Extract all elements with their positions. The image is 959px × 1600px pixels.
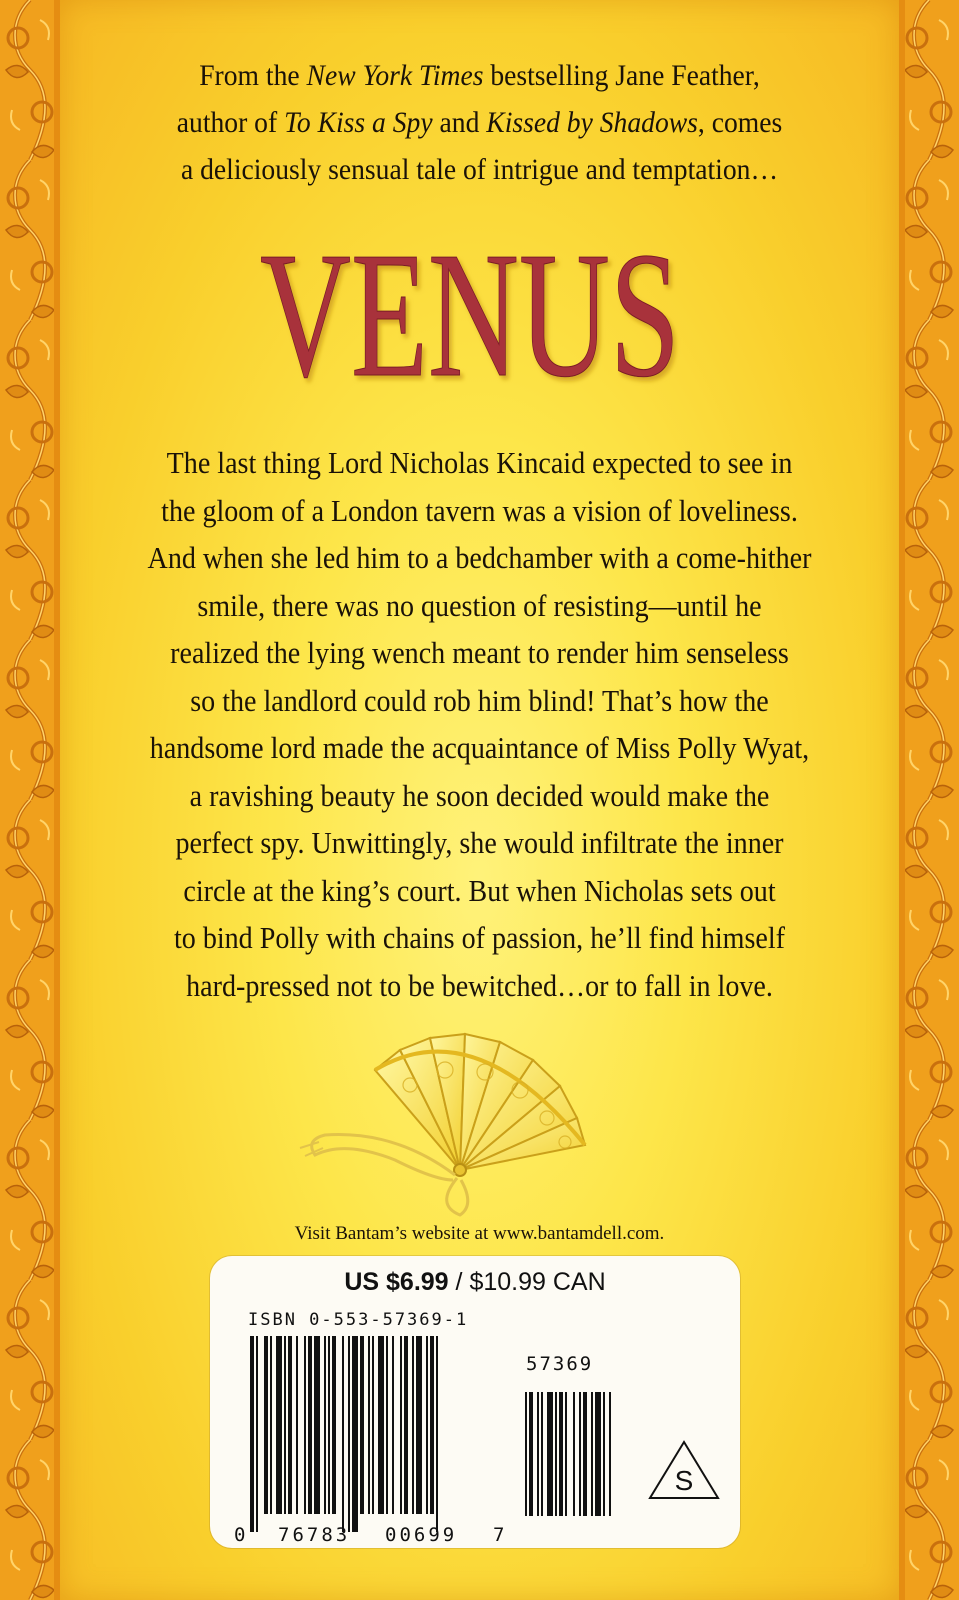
intro-line-3: a deliciously sensual tale of intrigue and temptation… bbox=[180, 153, 779, 186]
blurb-line: to bind Polly with chains of passion, he’ll find himself bbox=[173, 921, 786, 955]
blurb-line: a ravishing beauty he soon decided would make the bbox=[189, 778, 770, 813]
barcode-digits-right-group: 00699 bbox=[385, 1524, 458, 1546]
hand-fan-icon bbox=[285, 1030, 625, 1220]
price-line: US $6.99 / $10.99 CAN bbox=[344, 1268, 606, 1296]
blurb-line: circle at the king’s court. But when Nicholas sets out bbox=[183, 873, 776, 908]
blurb-line: hard-pressed not to be bewitched…or to fall in love. bbox=[186, 968, 773, 1003]
barcode bbox=[230, 1336, 630, 1546]
blurb-line: perfect spy. Unwittingly, she would infiltrate the inner bbox=[175, 826, 784, 860]
barcode-digits-left-group: 76783 bbox=[278, 1524, 351, 1546]
barcode-digit-left: 0 bbox=[234, 1524, 246, 1546]
blurb-line: smile, there was no question of resisting—until he bbox=[197, 588, 762, 623]
floral-border-right bbox=[899, 0, 959, 1600]
us-price: US $6.99 bbox=[344, 1268, 449, 1296]
price-barcode-sticker bbox=[210, 1256, 740, 1548]
blurb-text bbox=[94, 440, 866, 1010]
barcode-addon-bars bbox=[525, 1392, 611, 1516]
barcode-digit-right: 7 bbox=[493, 1524, 505, 1546]
blurb-line: so the landlord could rob him blind! That’s how the bbox=[190, 683, 769, 718]
book-title bbox=[240, 200, 700, 420]
intro-line-1: From the New York Times bestselling Jane Feather, bbox=[199, 59, 760, 92]
blurb-line: the gloom of a London tavern was a vision of loveliness. bbox=[161, 493, 798, 528]
can-price: $10.99 CAN bbox=[469, 1268, 606, 1296]
intro-line-2: author of To Kiss a Spy and Kissed by Shadows, comes bbox=[176, 106, 783, 139]
barcode-addon-digits: 57369 bbox=[526, 1353, 594, 1375]
title-text: VENUS bbox=[260, 215, 680, 414]
rating-symbol-letter: S bbox=[674, 1465, 694, 1496]
isbn-label: ISBN 0-553-57369-1 bbox=[248, 1310, 469, 1330]
rating-symbol bbox=[646, 1438, 722, 1502]
intro-text bbox=[94, 52, 866, 193]
website-note: Visit Bantam’s website at www.bantamdell.com. bbox=[294, 1223, 665, 1244]
blurb-line: The last thing Lord Nicholas Kincaid expected to see in bbox=[166, 446, 793, 480]
blurb-line: And when she led him to a bedchamber with a come-hither bbox=[147, 541, 812, 575]
blurb-line: realized the lying wench meant to render him senseless bbox=[170, 636, 789, 670]
barcode-main-bars bbox=[250, 1336, 438, 1532]
floral-border-left bbox=[0, 0, 60, 1600]
blurb-line: handsome lord made the acquaintance of Miss Polly Wyat, bbox=[149, 731, 810, 765]
